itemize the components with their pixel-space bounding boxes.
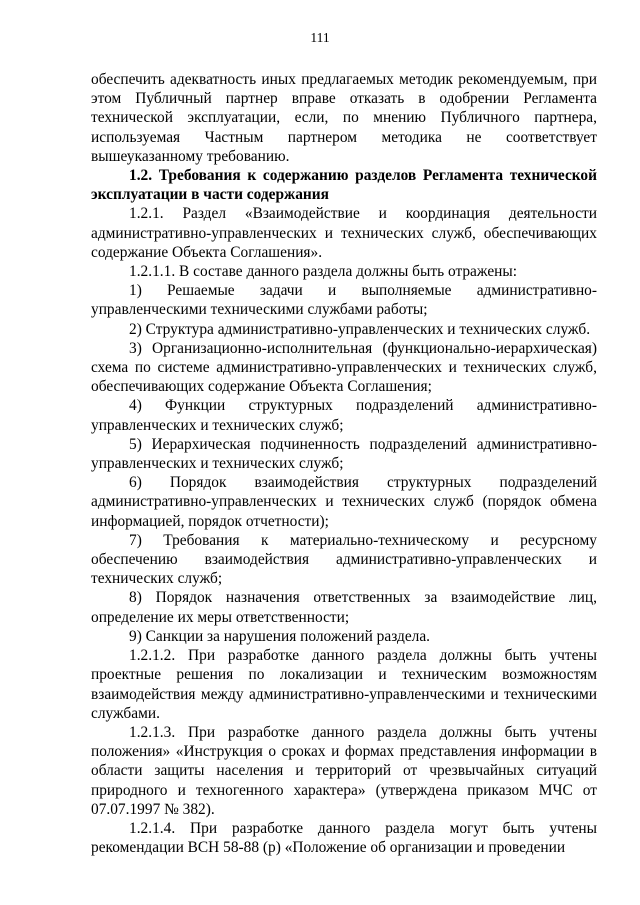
- page-number: 111: [310, 30, 330, 45]
- list-item-6: 6) Порядок взаимодействия структурных подразделений административно-управленческих и технических служб (порядок обмена информацией, порядок отчетности);: [91, 474, 597, 530]
- list-item-8: 8) Порядок назначения ответственных за взаимодействие лиц, определение их меры ответственности;: [91, 589, 597, 626]
- paragraph-1-2-1-4: 1.2.1.4. При разработке данного раздела могут быть учтены рекомендации ВСН 58-88 (р) «Положение об организации и проведении: [91, 819, 597, 857]
- paragraph-continuation: обеспечить адекватность иных предлагаемых методик рекомендуемым, при этом Публичный партнер вправе отказать в одобрении Регламента технической эксплуатации, если, по мнению Публичного партнера, используемая Частным партнером методика не соответствует вышеуказанному требованию.: [91, 71, 597, 165]
- section-heading-1-2: 1.2. Требования к содержанию разделов Регламента технической эксплуатации в части содержания: [91, 167, 597, 204]
- list-item-1: 1) Решаемые задачи и выполняемые административно-управленческими техническими службами работы;: [91, 282, 597, 319]
- list-item-2: 2) Структура административно-управленческих и технических служб.: [129, 320, 591, 338]
- document-body: [91, 70, 597, 857]
- list-item-4: 4) Функции структурных подразделений административно-управленческих и технических служб;: [91, 397, 597, 434]
- list-item-9: 9) Санкции за нарушения положений раздела.: [129, 627, 431, 645]
- paragraph-1-2-1: 1.2.1. Раздел «Взаимодействие и координация деятельности административно-управленческих и технических служб, обеспечивающих содержание Объекта Соглашения».: [91, 205, 597, 261]
- list-item-5: 5) Иерархическая подчиненность подразделений административно-управленческих и технических служб;: [91, 435, 597, 473]
- list-item-7: 7) Требования к материально-техническому и ресурсному обеспечению взаимодействия административно-управленческих и технических служб;: [91, 531, 597, 588]
- list-item-3: 3) Организационно-исполнительная (функционально-иерархическая) схема по системе административно-управленческих и технических служб, обеспечивающих содержание Объекта Соглашения;: [91, 339, 597, 396]
- paragraph-1-2-1-2: 1.2.1.2. При разработке данного раздела должны быть учтены проектные решения по локализации и техническим возможностям взаимодействия между административно-управленческими и техническими службами.: [91, 647, 597, 722]
- paragraph-1-2-1-1: 1.2.1.1. В составе данного раздела должны быть отражены:: [129, 263, 517, 281]
- paragraph-1-2-1-3: 1.2.1.3. При разработке данного раздела должны быть учтены положения» «Инструкция о сроках и формах представления информации в области защиты населения и территорий от чрезвычайных ситуаций природного и техногенного характера» (утверждена приказом МЧС от 07.07.1997 № 382).: [91, 723, 597, 818]
